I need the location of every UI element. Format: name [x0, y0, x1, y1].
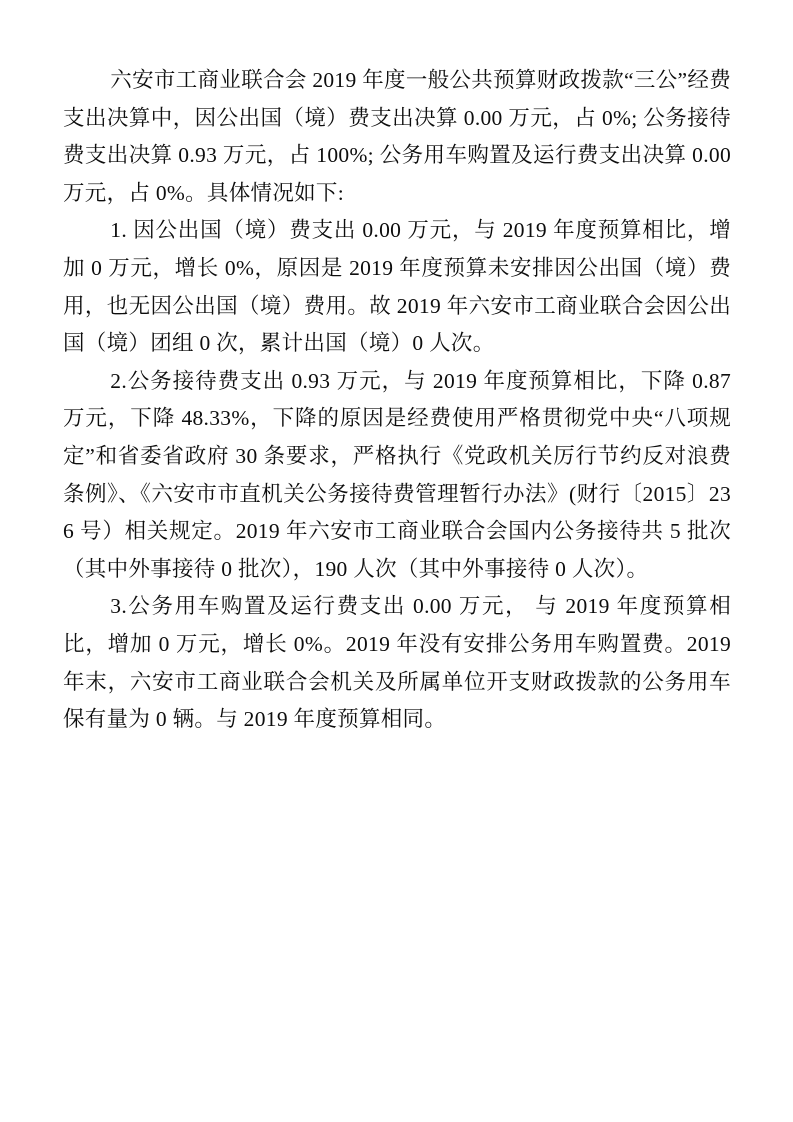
paragraph-summary: 六安市工商业联合会 2019 年度一般公共预算财政拨款“三公”经费支出决算中，因公出国（境）费支出决算 0.00 万元，占 0%; 公务接待费支出决算 0.93 万元，占 100%; 公务用车购置及运行费支出决算 0.00 万元，占 0%。具体情况如下: [63, 68, 731, 205]
paragraph-item-3-official-vehicles: 3.公务用车购置及运行费支出 0.00 万元， 与 2019 年度预算相比，增加 0 万元，增长 0%。2019 年没有安排公务用车购置费。2019 年末，六安市工商业联合会机关及所属单位开支财政拨款的公务用车保有量为 0 辆。与 2019 年度预算相同。 [63, 594, 731, 732]
paragraph-item-2-official-reception: 2.公务接待费支出 0.93 万元，与 2019 年度预算相比，下降 0.87 万元，下降 48.33%，下降的原因是经费使用严格贯彻党中央“八项规定”和省委省政府 30 条要求，严格执行《党政机关厉行节约反对浪费条例》、《六安市市直机关公务接待费管理暂行办法》(财行〔2015〕236 号）相关规定。2019 年六安市工商业联合会国内公务接待共 5 批次（其中外事接待 0 批次），190 人次（其中外事接待 0 人次）。 [63, 368, 731, 581]
document-body [63, 62, 731, 739]
paragraph-item-1-overseas-travel: 1. 因公出国（境）费支出 0.00 万元，与 2019 年度预算相比，增加 0 万元，增长 0%，原因是 2019 年度预算未安排因公出国（境）费用，也无因公出国（境）费用。故 2019 年六安市工商业联合会因公出国（境）团组 0 次，累计出国（境）0 人次。 [63, 218, 731, 356]
